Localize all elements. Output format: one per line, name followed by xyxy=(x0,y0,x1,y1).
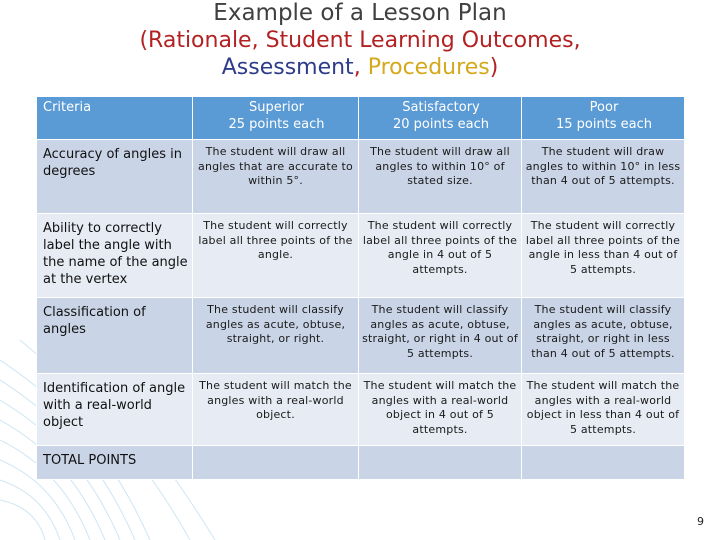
slide-title xyxy=(0,0,720,81)
satisfactory-cell: The student will match the angles with a real-world object in 4 out of 5 attempts. xyxy=(359,374,522,446)
header-level-name: Satisfactory xyxy=(402,100,480,115)
poor-total-cell xyxy=(522,446,685,480)
title-comma-1: , xyxy=(251,28,266,53)
table-row xyxy=(37,374,685,446)
header-level-name: Superior xyxy=(249,100,304,115)
poor-cell: The student will classify angles as acute, obtuse, straight, or right in less than 4 out of 5 attempts. xyxy=(522,298,685,374)
title-line-3 xyxy=(0,54,720,81)
header-satisfactory xyxy=(359,97,522,140)
title-comma-3: , xyxy=(353,55,368,80)
title-rationale: Rationale xyxy=(148,28,252,53)
title-line-1: Example of a Lesson Plan xyxy=(213,0,507,26)
poor-cell: The student will correctly label all three points of the angle in less than 4 out of 5 attempts. xyxy=(522,214,685,298)
header-level-points: 20 points each xyxy=(392,117,490,132)
superior-cell: The student will draw all angles that are accurate to within 5°. xyxy=(193,140,359,214)
header-level-name: Poor xyxy=(589,100,619,115)
total-points-row xyxy=(37,446,685,480)
rubric-header-row xyxy=(37,97,685,140)
title-student-learning-outcomes: Student Learning Outcomes xyxy=(265,28,574,53)
page-number: 9 xyxy=(697,515,704,528)
criterion-cell: Accuracy of angles in degrees xyxy=(37,140,193,214)
criterion-cell: Classification of angles xyxy=(37,298,193,374)
title-paren-close: ) xyxy=(489,55,499,80)
title-procedures: Procedures xyxy=(367,55,490,80)
superior-total-cell xyxy=(193,446,359,480)
header-level-points: 15 points each xyxy=(555,117,653,132)
table-row xyxy=(37,214,685,298)
title-line-2 xyxy=(0,27,720,54)
title-assessment: Assessment xyxy=(221,55,354,80)
satisfactory-total-cell xyxy=(359,446,522,480)
criterion-cell: Identification of angle with a real-world object xyxy=(37,374,193,446)
superior-cell: The student will correctly label all three points of the angle. xyxy=(193,214,359,298)
satisfactory-cell: The student will correctly label all three points of the angle in 4 out of 5 attempts. xyxy=(359,214,522,298)
total-points-label: TOTAL POINTS xyxy=(37,446,193,480)
title-comma-2: , xyxy=(573,28,581,53)
header-superior xyxy=(193,97,359,140)
header-level-points: 25 points each xyxy=(228,117,325,132)
satisfactory-cell: The student will draw all angles to within 10° of stated size. xyxy=(359,140,522,214)
table-row xyxy=(37,140,685,214)
superior-cell: The student will classify angles as acute, obtuse, straight, or right. xyxy=(193,298,359,374)
title-paren-open: ( xyxy=(139,28,149,53)
header-criteria: Criteria xyxy=(37,97,193,140)
superior-cell: The student will match the angles with a real-world object. xyxy=(193,374,359,446)
poor-cell: The student will match the angles with a real-world object in less than 4 out of 5 attempts. xyxy=(522,374,685,446)
table-row xyxy=(37,298,685,374)
rubric-table xyxy=(36,96,685,480)
header-poor xyxy=(522,97,685,140)
criterion-cell: Ability to correctly label the angle with the name of the angle at the vertex xyxy=(37,214,193,298)
poor-cell: The student will draw angles to within 10° in less than 4 out of 5 attempts. xyxy=(522,140,685,214)
satisfactory-cell: The student will classify angles as acute, obtuse, straight, or right in 4 out of 5 attempts. xyxy=(359,298,522,374)
